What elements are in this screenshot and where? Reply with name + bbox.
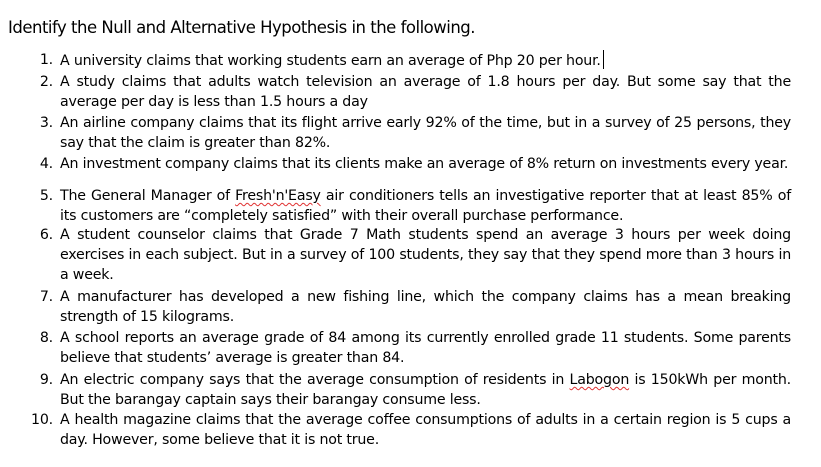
list-item [31,328,791,368]
list-item [31,225,791,285]
item-number: 8. [39,330,53,346]
item-number: 1. [39,52,53,68]
item-text: An airline company claims that its flight arrive early 92% of the time, but in a survey of 25 persons, they say that the claim is greater than 82%. [60,115,791,151]
list-item [31,154,791,174]
item-number: 4. [39,156,53,172]
list-item [31,186,791,226]
spelling-flag: Fresh'n'Easy [235,188,321,204]
item-text: An electric company says that the average consumption of residents in Labogon is 150kWh per month. But the barangay captain says their barangay consume less. [60,372,791,408]
item-number: 6. [39,227,53,243]
list-item [31,72,791,112]
list-item [31,370,791,410]
item-number: 9. [39,372,53,388]
text-cursor [603,50,605,69]
item-text: A school reports an average grade of 84 among its currently enrolled grade 11 students. Some parents believe that students’ average is greater than 84. [60,330,791,366]
item-number: 5. [39,188,53,204]
item-number: 3. [39,115,53,131]
list-item [31,113,791,153]
item-number: 10. [31,412,53,428]
item-number: 7. [39,289,53,305]
list-item [31,287,791,327]
list-item [31,410,791,450]
item-number: 2. [39,74,53,90]
item-text: A health magazine claims that the average coffee consumptions of adults in a certain region is 5 cups a day. However, some believe that it is not true. [60,412,791,448]
item-text[interactable]: A university claims that working students earn an average of Php 20 per hour. [60,50,791,71]
item-text: A student counselor claims that Grade 7 Math students spend an average 3 hours per week doing exercises in each subject. But in a survey of 100 students, they say that they spend more than 3 hours in a week. [60,227,791,283]
item-text: The General Manager of Fresh'n'Easy air conditioners tells an investigative reporter that at least 85% of its customers are “completely satisfied” with their overall purchase performance. [60,188,791,224]
page-title: Identify the Null and Alternative Hypothesis in the following. [8,18,475,37]
item-text: A study claims that adults watch television an average of 1.8 hours per day. But some say that the average per day is less than 1.5 hours a day [60,74,791,110]
item-text: An investment company claims that its clients make an average of 8% return on investments every year. [60,156,789,172]
spelling-flag: Labogon [569,372,630,388]
item-text: A manufacturer has developed a new fishing line, which the company claims has a mean breaking strength of 15 kilograms. [60,289,791,325]
list-item [31,50,791,71]
